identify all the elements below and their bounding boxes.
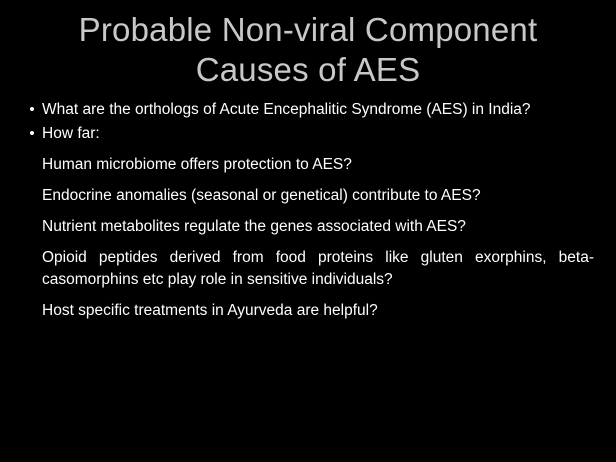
list-item [22,123,594,145]
list-item [22,247,594,291]
bullet-icon: • [29,124,35,142]
page-title: Probable Non-viral Component Causes of AES [78,11,538,89]
list-item [22,300,594,322]
bullet-text: How far: [42,124,100,142]
sub-point-text: Host specific treatments in Ayurveda are helpful? [42,301,378,319]
list-item [22,99,594,121]
bullet-icon: • [29,100,35,118]
slide-body [0,91,616,322]
list-item [22,185,594,207]
list-item [22,216,594,238]
bullet-text: What are the orthologs of Acute Encephalitic Syndrome (AES) in India? [42,100,531,118]
sub-point-text: Nutrient metabolites regulate the genes associated with AES? [42,217,466,235]
sub-point-text: Endocrine anomalies (seasonal or genetical) contribute to AES? [42,186,481,204]
sub-point-text: Human microbiome offers protection to AES? [42,155,352,173]
list-item [22,154,594,176]
sub-point-text: Opioid peptides derived from food proteins like gluten exorphins, beta-casomorphins etc play role in sensitive individuals? [42,248,594,288]
